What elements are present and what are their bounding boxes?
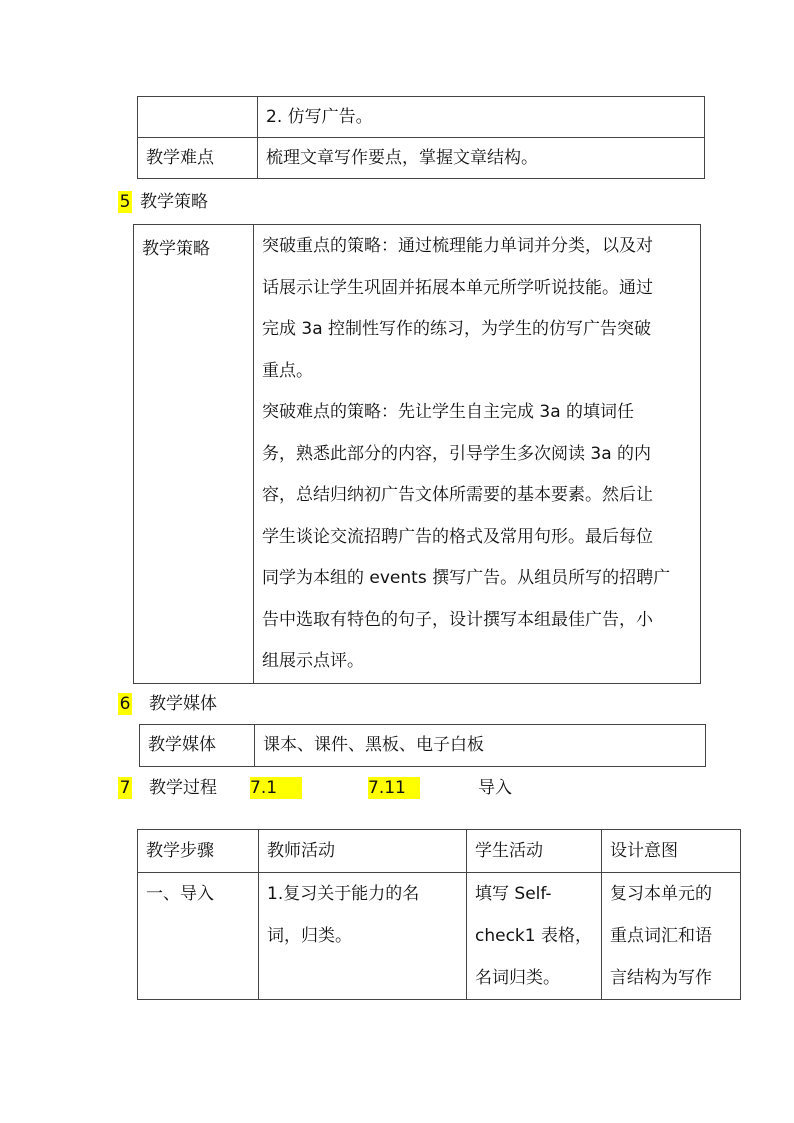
strategy-line: 告中选取有特色的句子，设计撰写本组最佳广告，小 [262,609,653,630]
intent-line: 重点词汇和语 [610,926,712,946]
header-student: 学生活动 [467,830,602,873]
strategy-label-cell: 教学策略 [134,225,254,684]
table-row [138,138,705,179]
step-cell: 一、导入 [138,873,259,1000]
strategy-line: 容，总结归纳初广告文体所需要的基本要素。然后让 [262,485,653,505]
header-teacher: 教师活动 [259,830,467,873]
objectives-table [137,96,705,179]
process-table [137,829,741,1000]
table-row [138,97,705,138]
table-row [134,225,701,684]
table-row [140,725,706,767]
student-line: 名词归类。 [475,968,560,988]
design-intent-cell [602,873,741,1000]
section-7-heading [118,777,538,799]
student-activity-cell [467,873,602,1000]
strategy-line: 组展示点评。 [262,651,364,671]
header-intent: 设计意图 [602,830,741,873]
strategy-line: 突破重点的策略：通过梳理能力单词并分类，以及对 [262,236,653,256]
header-step: 教学步骤 [138,830,259,873]
section-7-sub3: 导入 [478,778,512,798]
intent-line: 复习本单元的 [610,884,712,904]
teacher-activity-cell [259,873,467,1000]
table-row [138,873,741,1000]
strategy-line: 突破难点的策略：先让学生自主完成 3a 的填词任 [262,402,635,422]
section-5-number: 5 [119,192,131,212]
media-label-cell: 教学媒体 [140,725,255,767]
difficulty-label-cell: 教学难点 [138,138,258,179]
section-7-number: 7 [119,778,131,798]
intent-line: 言结构为写作 [610,968,712,988]
section-5-title: 教学策略 [140,192,208,212]
section-7-sub2: 7.11 [368,777,420,799]
teacher-line: 1.复习关于能力的名 [267,884,420,904]
student-line: check1 表格， [475,926,592,946]
media-content-cell: 课本、课件、黑板、电子白板 [255,725,706,767]
section-6-number: 6 [119,694,131,714]
strategy-line: 完成 3a 控制性写作的练习，为学生的仿写广告突破 [262,319,652,339]
objectives-label-cell [138,97,258,138]
strategy-line: 务，熟悉此部分的内容，引导学生多次阅读 3a 的内 [262,443,652,464]
strategy-table [133,224,701,684]
media-table [139,724,706,767]
strategy-line: 话展示让学生巩固并拓展本单元所学听说技能。通过 [262,277,653,298]
difficulty-content-cell: 梳理文章写作要点，掌握文章结构。 [258,138,705,179]
teacher-line: 词，归类。 [267,926,352,946]
strategy-line: 同学为本组的 events 撰写广告。从组员所写的招聘广 [262,568,671,588]
strategy-line: 重点。 [262,360,313,381]
section-7-title: 教学过程 [149,778,217,798]
table-header-row [138,830,741,873]
objectives-content-cell: 2. 仿写广告。 [258,97,705,138]
section-7-sub1: 7.1 [250,777,302,799]
student-line: 填写 Self- [475,884,552,904]
strategy-line: 学生谈论交流招聘广告的格式及常用句形。最后每位 [262,526,653,547]
strategy-content-cell [254,225,701,684]
section-6-title: 教学媒体 [149,694,217,714]
